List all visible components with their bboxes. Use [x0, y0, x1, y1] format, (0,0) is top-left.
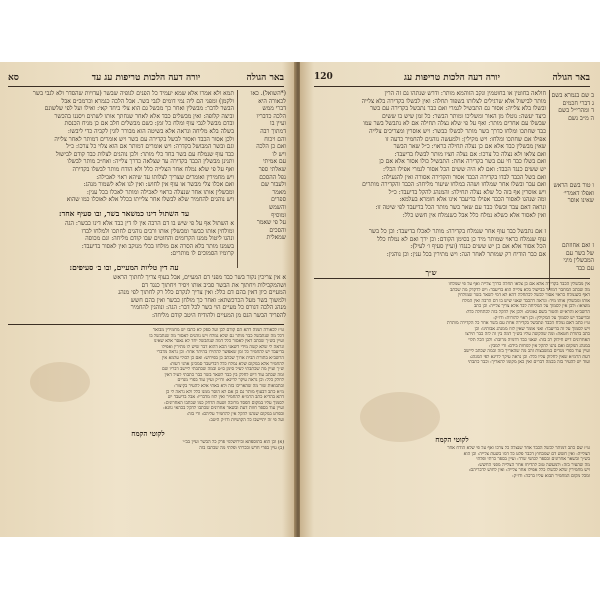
commentary-line: מ״א כתב דבעוף מותר גם כן אם לא הוסר ממנו כלל ולא נראה לי כן — [165, 389, 284, 395]
left-page — [0, 62, 296, 537]
text-line: הכל אסור אלא אם כן יש ששים כנגדו (ועיין סעיף ו׳ לעיל): — [410, 243, 546, 251]
commentary-line: דהא בהדיא כתב הרמ״א להחמיר ואין לזוז מדבריו: אבל בדיעבד יש — [167, 395, 284, 401]
right-page-header — [314, 72, 590, 87]
commentary-line: ט״ז לכאורה תמוה דהא הם קודם לכן ועל ספק לא כתבו יש מחמירין מבואר — [152, 328, 284, 333]
text-line: שאין מבשלין כבד אלא אם כן נצלה תחילה כראוי: כ״ל שאר הבשר — [393, 143, 546, 151]
side-note-line: (*השואל). כאו — [250, 90, 286, 97]
text-line: ושהמקבילות ויחתוך את הבשר סביב אותו ויסיר ויחתוך כנגד דם — [141, 281, 286, 289]
text-line: ויש נוהגים להחמיר שלא לבשלו אחר צלייתו בכלל אלא לאוכלו כמו שהוא — [66, 196, 234, 204]
text-line: אפילו אם שחתכו ומלחו: ויש מקילין: ולמעשה נוהגים להחמיר כדעה זו — [385, 135, 546, 143]
commentary-line: הרשב״א והרא״ש והטור בשם גאונים: ולכן אין להקל בזה לכתחלה כלל: — [465, 309, 590, 315]
footnotes-block — [12, 440, 284, 530]
text-line: ומה שנהגו לאסור הכבד אפילו בדיעבד אינו אלא חומרא בעלמא: — [399, 196, 546, 204]
side-note-line: על פי שאמר — [256, 219, 286, 227]
commentary-line: ועיין עוד בספר חוות דעת ובשאר אחרונים שכתבו להקל בכהאי גוונא: — [163, 406, 284, 412]
text-line: ואם עבר ובשלו אחר שמלחו ושהה במלחו שיעור מליחה: הכבד והקדירה מותרים — [362, 181, 546, 189]
text-line: ואין לאסור אלא כשלא נמלח כלל אבל כשנמלח אין חשש כלל: — [402, 211, 546, 219]
text-line: ונראה דאם עבר ובשלו כבד עם שאר בשר מותר הכל בדיעבד לפי שיטה זו: — [375, 203, 546, 211]
text-line: וגם ובשר המבושל בקדרה: ויש אומרים דמותר אם הוא צלוי כל צרכו: כ״ל — [66, 143, 234, 151]
commentary-line: אין מבשלין הכבד בקדירה אלא אם כן צלאו תחלה כדרך צלייה ואף על פי שמלחו — [448, 282, 590, 287]
left-page-number: סא — [8, 73, 19, 83]
text-line: חולאה בחוטין או בחוטמין ונקב הזוהמא מותר: ודרש שנתהו גם זה הרין — [384, 90, 546, 97]
commentary-line: ויש לסמוך על זה בדיעבד: ואני אומר שאין לזוז ממנהג אבותינו: וכן — [474, 326, 590, 332]
side-note-line: שאינו אוסר — [567, 197, 594, 205]
right-center-title: יורה דעה הלכות טריפות עג — [404, 73, 500, 83]
text-line: ונהגו ליטול ממנו הקרומים והחוטים שבו קודם מליחה: וגם מכוסה — [85, 235, 234, 243]
column-divider — [549, 90, 550, 290]
text-line: ואם אכלו צלי מבשר או עוף אין לחוש: ואין לנו אלא לשמור מנהג: — [83, 181, 234, 189]
left-center-title: יורה דעה הלכות טריפות עג עד — [91, 73, 201, 83]
side-note-line: ויש לו — [272, 150, 286, 158]
text-line: בשמנו מותר בלא הסרה אם מולחו בכלי מנוקב ואין לאסור בדיעבד: — [81, 242, 234, 250]
commentary-line: במנהג המקום ואם נהגו להקל אין למחות בידם: ודי למבין: — [489, 343, 590, 349]
text-line: ולקמן) ומפני הם ליה נמי דומים לגבי בשר. אבל הלכה כגמרא וכרמב״ם אבל — [61, 97, 234, 105]
commentary-divider — [8, 324, 284, 325]
side-note-line: עם אמיתי — [262, 158, 286, 166]
side-note-line: ה מ״ב נשם — [568, 114, 594, 122]
commentary-line: כתב בתורת חטאת: ומה שהקשה עליו בש״ך דמה בין זה לזה כבר תירצו — [465, 332, 590, 338]
right-page — [300, 62, 600, 537]
side-note-line: שאלתי ספר — [258, 165, 286, 173]
side-note-line: ב שם בגמרא בשם — [552, 92, 594, 99]
text-line: ואם בשל הכבד לבדו בקדירה הכבד אסור והקדירה אסורה ואין להגעילה: — [381, 173, 546, 181]
text-line: ואם צלאו ולא נצלה כל צרכו: אם נצלה חציו מותר לבשלו בדיעבד: — [394, 150, 546, 158]
side-note-line: דברי ממש — [262, 105, 286, 113]
commentary-line: ומה שכתב עוד דיש לחלק בין כבד לשאר בשר כבר כתבתי לעיל דאין — [164, 372, 284, 378]
side-note-line: ספרים — [271, 196, 286, 204]
side-note-line: לכאורה היא — [258, 97, 286, 105]
commentary-title: לקוטי הקמח — [131, 429, 165, 438]
commentary-line: ועיין בש״ך שכתב דאין לאסור כלל דמה שנתבשל יחד לא נאסר אלא שאינו — [153, 339, 284, 345]
text-line: להפריד הבשר הגס מן המעיים ולהודיח היטב קודם מליחה: — [151, 311, 286, 319]
text-line: ז אם נתבשל כבד עוף אחר שנמלח בקדירה: מותר לאכלו בדיעבד: וכן כל בשר — [368, 228, 546, 235]
side-note-line: עם כבד — [576, 264, 594, 272]
footnote-line: (ב) עיין בפרי חדש ובכרתי ופלתי מה שכתבו בזה — [199, 445, 284, 451]
commentary-block-2 — [314, 446, 590, 530]
commentary-line: ובפרט במקום שנהגו להקל אין להחמיר עליהם: ודי בזה: — [186, 411, 284, 417]
side-notes-3 — [552, 242, 594, 276]
side-note-line: ולעבור שם — [260, 181, 286, 189]
text-line: הבשר לדבר: מבשלין ואחר כך מבשל גם הוא צלי ביחד קאי: ואילו ועל לפי שלשונם — [44, 105, 234, 113]
side-commentary-column — [240, 90, 286, 270]
side-note-line: ומוסיף — [271, 211, 286, 219]
text-line: ויש מחמירין ואומרים שצריך לצלותו עד שיהא ראוי לאכילה: — [96, 173, 234, 181]
side-note-line: והשמש — [268, 203, 286, 211]
side-note-line: ו טור בשם הראש — [553, 182, 594, 189]
text-line: ולכן אסור הכבד ואסור לבשל בקדירה עם בשר ויש אומרים דמותר לאחר צלייה — [54, 135, 234, 143]
commentary-line: ויש מחמירין שלא לבשלו כלל אפילו אחר צלייה: ואין לחוש לדבריהם: — [468, 468, 590, 474]
column-divider — [237, 90, 238, 268]
text-line: מנהג הלכה דגורס כל מעיים הוי בשר לכל דבר: הגה: ונוהגין להחמיר — [130, 304, 286, 312]
text-line: ולמשוך בשר מעל הכרכשתא: ואחר כך מולחן כבשר ואין בהם חשש — [130, 296, 286, 304]
commentary-line: לסמוך עליו במקום הפסד מרובה ושעת הדחק כמו שכתבו האחרונים: — [164, 400, 284, 406]
commentary-line: בש״ך ובשאר אחרונים ובספר לבושי שרד: ועיין בספר כרתי ופלתי — [476, 457, 590, 463]
commentary-line: מה שכתב המחבר דמותר בבישול בלא צלייה הוא בדיעבד: ויש לדקדק מה שכתב — [450, 287, 590, 293]
main-text-top — [316, 90, 546, 224]
commentary-line: לחלק כלל: וכן נראה עיקר לדינא: ודו״ק ועיין עוד בפרי מגדים — [177, 378, 284, 384]
commentary-line: ש״ך ועיין מה שכתבתי לעיל סימן ס״ט ובמה שכתבתי ליישב דבריו שם — [162, 367, 284, 373]
commentary-line: בדיעבד יש להחמיר כל זמן שאפשר להתירו בהיתר אחר: וכן נראה מדברי — [156, 350, 284, 356]
commentary-divider — [314, 278, 590, 279]
text-line: א השתול אף על פי שיש בו דם הרבה אין לו דין כבד אלא דינו כבשר: הגה — [65, 220, 234, 227]
commentary-line: ועל פי זה יתיישבו כל הקושיות ודו״ק היטב: — [209, 417, 284, 423]
commentary-line: הצלייה: ואין חשש דם שמבחוץ דכבר פלט כל דמו בשעת צלייה: וכן הוא — [463, 451, 590, 457]
main-text-top — [14, 90, 234, 206]
side-note-line: והסכים — [269, 226, 286, 234]
commentary-line: אותו ומבשלין אותו מיד: ונראה דהכבד שאני שיש בו דם הרבה ואין המלח — [462, 298, 590, 304]
section-heading-ah: עה דין טליות המעיים, ובו ב׳ סעיפים: — [69, 263, 179, 272]
text-line: ואף על פי שלא נמלח אחר הצלייה כלל ולא הודח מותר לבשלו בקדירה — [72, 165, 234, 173]
commentary-line: ט״ז כתב דאם נמלח הכבד ונתבשל בקדירה אחת עם בשר אחר כל הקדירה מותרת — [446, 321, 590, 327]
side-note-line: ד ומהרי״ל בשם — [558, 107, 594, 115]
commentary-line: ועוד יש להעיר בזה בכמה דברים ואין כאן מקומו להאריך: וכבר כתבתי — [468, 360, 590, 366]
left-page-header — [8, 72, 284, 87]
text-line: המעיים כיון דאין בהם דם כלל: ואין צריך לנקרם כלל רק לחתוך לפי מנהג — [118, 289, 286, 297]
right-margin-title: באר הגולה — [552, 73, 590, 83]
text-line: ואם בשלו כבד חי עם בשר בקדירה אחת: התבשיל כולו אסור אלא אם כן — [379, 158, 546, 166]
text-line: בשלה בלא מליחה ונראה אלא בשיטה הוא מבורר לוגין לקביה כדי ליבשו: — [67, 127, 234, 135]
commentary-line: ונראה לי שלא קשה מידי דשאני הכא דהוא דבר שיש לו מתירין ואפילו — [161, 344, 284, 350]
text-line: כבד שחתכו ומלחו כדרך בשר מותר לבשלו כבשר: ויש אוסרין ומצריכים צלייה — [369, 127, 546, 135]
commentary-title: לקוטי הקמח — [435, 435, 469, 444]
text-line: ויש אוסרין אף בזה כל שלא נצלה תחילה: והמנהג להקל בדיעבד: כ״ל — [388, 188, 546, 196]
side-note-line: ג דברי חכמים — [562, 99, 594, 107]
text-line: שבשלו עם אחרים מותר: ואף על פי שלא נצלה תחילה אם לא נתבשל בשר עמו — [363, 120, 546, 128]
side-note-line: מאמר — [272, 188, 286, 196]
side-note-line: ואפלו דאמרי׳ — [563, 189, 594, 197]
footnote-line: (א) וכן הוא בתוספתא ובירושלמי פרק כל הבשר ועיין בב״י — [182, 440, 284, 445]
commentary-block — [12, 328, 284, 426]
commentary-block — [314, 282, 590, 432]
text-line: תמא ולא אמרו אלא שמא יעמיד כל הפנים לגופיה שבשר (עדויות שהסדר ולא לגבי בשר — [32, 90, 234, 97]
commentary-line: ועיין עוד בפרי מגדים במשבצות זהב מה שהאריך בזה ובמה שכתב ליישב — [463, 349, 590, 355]
text-line: ומולחין אותו כבשר ומבשלין אותו ורבים נוהגים לחתכו ולמלחו לבדו — [81, 227, 234, 235]
section-text-mid — [316, 228, 546, 264]
text-line: ובדם מבשל לגבי עוף ומלח כל זמן: כשם מבשלים חלב אם כן מניח הכנסת — [64, 120, 234, 128]
side-notes-2 — [552, 182, 594, 210]
commentary-line: ובדיעבד יש לסמוך על המקילין: וכן ראוי להורות: ודו״ק: — [493, 315, 590, 321]
commentary-line: הרשב״א בתורת הבית ארוך שכתב כן בפירוש: ואם כן לכולי עלמא אין — [162, 355, 284, 361]
section-text-ad — [14, 220, 234, 260]
side-note-line: נפל ההסכם — [259, 173, 286, 181]
text-line: כבד עוף שנמלח עם בשר בחד כלי מותר: ולכן נוהגים לצלות כבד קודם לבישול — [55, 150, 234, 158]
text-line: קרומיו הסמוכים לו מותרים: — [170, 250, 234, 258]
side-note-line: של בשר עם — [565, 249, 594, 257]
side-note-line: והם ויכוח — [264, 135, 286, 143]
right-page-number: 120 — [314, 72, 333, 82]
commentary-line: מוציאו: ולכן אין לסמוך על המליחה לבד אלא צריך צלייה: וכן כתב — [473, 304, 590, 310]
side-note-line: הלכה כדבריו — [256, 112, 286, 120]
text-line: א אין צריכין נקור בשר כבד מפני דם המעיים, אבל בעוף צריך לחתוך הראש — [113, 274, 286, 281]
commentary-line: להחמיר אלא במקום שלא נמלח כלל דבדיעבד סמכינן אהני דעות: — [169, 361, 284, 367]
side-note-line: ואם כן הלכה — [256, 143, 286, 151]
side-note-line: המבשלין מיני — [563, 257, 594, 265]
text-line: יש ששים כנגד הכבד: ואם לא היה ששים הכל אסור לגמרי אפילו הכלי: — [382, 165, 546, 173]
text-line: ובשלו בלא צלייה: אסור גם התבשיל לגמרי ואם כבר נתבשל בקדירה עם בשר — [370, 105, 546, 113]
commentary-line: מה שהעיר בזה: ולמעשה טוב להדיחו אחר הצלייה מפני החשש: — [477, 462, 590, 468]
commentary-line: האחרונים דיש חילוק רב בזה: שאני כבד דדמיה מרובה: ולכן הכל תלוי — [468, 337, 590, 343]
text-line: עוף שנמלח כראוי שמותר מיד כן בסימן הקודם: וכן ירך ואם לא נמלח כלל — [377, 235, 546, 243]
side-note-line: דמתוך רבה — [260, 127, 286, 135]
text-line: כיצד יעשה: נוטלו מן האור ומשליכו ומותר הבשר: כל זמן שיש בו ששים — [382, 112, 546, 120]
side-notes-1 — [552, 92, 594, 132]
book-spread — [0, 62, 600, 537]
text-line: אם כבר הודיח רק שמותר לאחר הגה: ויש מתירין בכל ענין: וכן נוהגין: — [386, 250, 546, 258]
commentary-small-heading: ש״ך — [425, 268, 437, 277]
commentary-line: דעת הרמ״א שאין לחלוק עליו כלל: וכן נראה עיקר לדינא לפי המנהג: — [469, 354, 590, 360]
text-line: ומבשלין אותו אחר שנצלה כראוי לאכילה ומותר לאכלו בכל ענין: — [86, 188, 234, 196]
left-margin-title: באר הגולה — [246, 73, 284, 83]
text-line: ותנינן מבשלין הכבד בקדירה עד שצלאה כדרך צלייה: ואח״כ מותר לבשלו — [67, 158, 234, 166]
section-heading-ad: עד השתול דינו כמשאר בשר, ובו סעיף אחד: — [58, 209, 190, 218]
commentary-line: ובתבואות שור מה שהאריכו בזה ולא באתי אלא להעיר בקיצור: — [173, 383, 284, 389]
text-line: וביצה קלופה: ואין מבשלים כבד אלא לאחר שנחתך אותו לשתים ויסננו בהכשר — [54, 112, 234, 120]
text-line: מותר לבישול אלא שרגילים לצלותו בשפוד תחלה: ואין לבשלו בקדירה בלא צלייה — [361, 97, 546, 105]
commentary-line: ט״ז שם כתב דמותר לבשל הכבד אחר שנצלה כל צרכו ואף על פי שלא הודח אחר — [447, 446, 590, 451]
section-text-ah — [14, 274, 286, 322]
side-note-line: ז ואם אחוזתם — [561, 242, 594, 249]
commentary-line: ומכל מקום המחמיר תבוא עליו ברכה: ודו״ק: — [512, 473, 590, 479]
commentary-line: דאף כשנמלח כראוי אסור לבשל לכתחלה דהא לא דמי לשאר בשר שמולחין — [457, 293, 590, 299]
commentary-line: דכל מה שנתבשל כבר מותר גם שלא נמלח ויש נוהגים לאסור מה שנתבשל בו — [149, 333, 284, 339]
side-note-line: שמאלית — [266, 234, 286, 242]
side-note-line: ועיין בו — [270, 120, 286, 128]
